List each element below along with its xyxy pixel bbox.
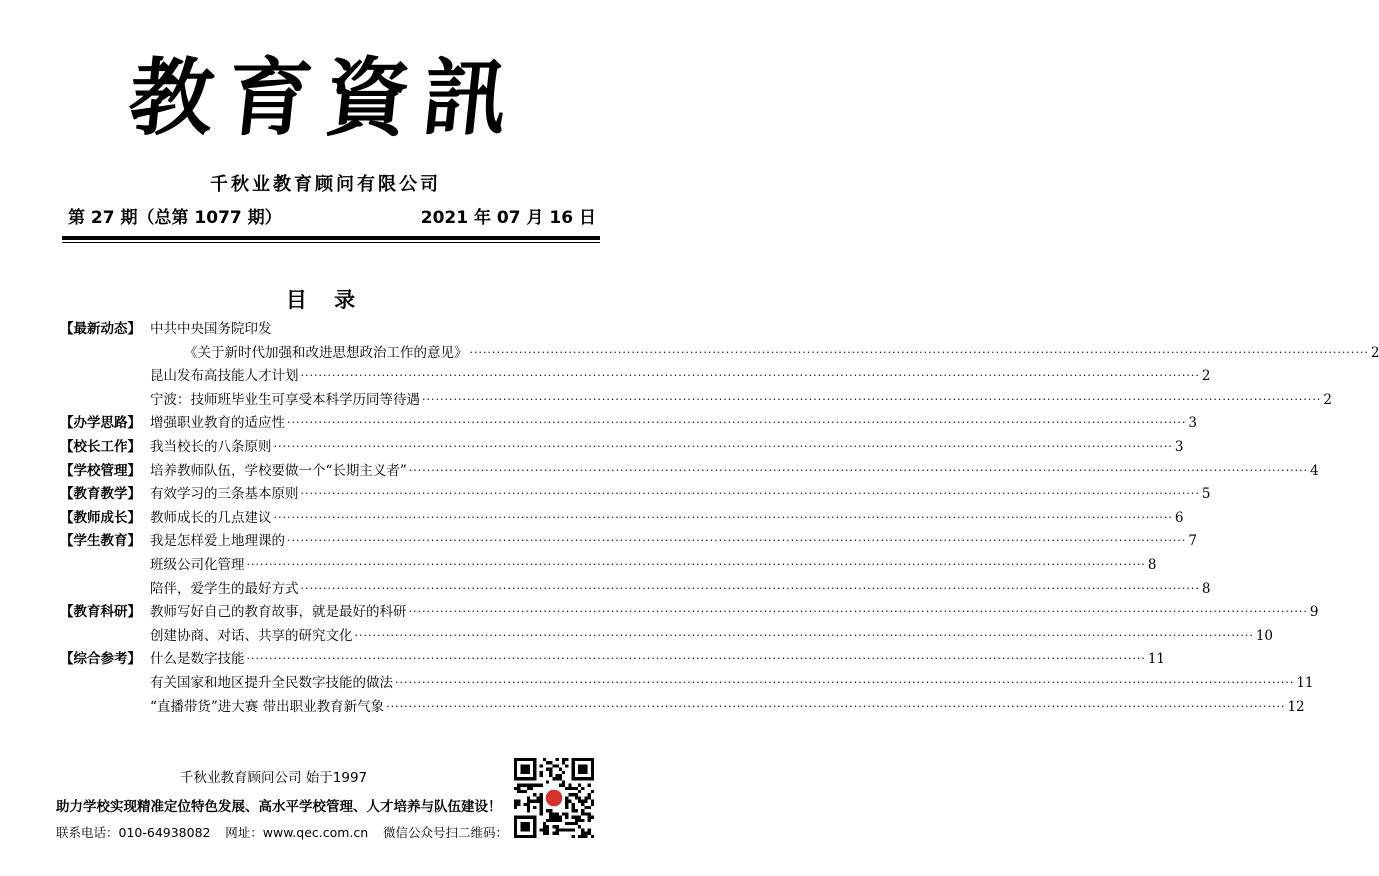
toc-entry[interactable] (150, 554, 1157, 578)
toc-page-number: 11 (1296, 674, 1314, 691)
toc-leader-dots: ········································································································································································································ (300, 487, 1200, 501)
toc-page-number: 2 (1323, 391, 1332, 408)
toc-entry[interactable] (184, 342, 1379, 366)
footer-phone: 联系电话：010-64938082 (56, 825, 211, 840)
toc-page-number: 6 (1174, 509, 1184, 526)
toc-row[interactable] (60, 648, 1166, 672)
toc-entry[interactable] (150, 530, 1197, 554)
toc-entry-title: 创建协商、对话、共享的研究文化 (150, 627, 353, 644)
toc-category: 【学校管理】 (60, 462, 141, 479)
toc-row[interactable] (60, 554, 1157, 578)
toc-row[interactable] (60, 530, 1197, 554)
toc-entry[interactable] (150, 389, 1332, 413)
toc-entry-title: 班级公司化管理 (150, 556, 245, 573)
toc-entry[interactable] (150, 601, 1319, 625)
toc-leader-dots: ········································································································································································································ (408, 605, 1308, 619)
footer-contact (56, 823, 508, 841)
company-name: 千秋业教育顾问有限公司 (210, 174, 441, 195)
toc-leader-dots: ········································································································································································································ (386, 699, 1286, 713)
toc-leader-dots: ········································································································································································································ (273, 510, 1173, 524)
toc-page-number: 10 (1255, 627, 1274, 644)
toc-category: 【校长工作】 (60, 438, 141, 455)
toc-leader-dots: ········································································································································································································ (422, 392, 1322, 406)
toc-page-number: 11 (1147, 651, 1166, 668)
toc-entry-title: 教师写好自己的教育故事，就是最好的科研 (150, 604, 407, 621)
toc-category: 【教育教学】 (60, 486, 141, 503)
toc-category: 【办学思路】 (60, 415, 141, 432)
toc-row[interactable] (60, 696, 1305, 720)
toc-leader-dots: ········································································································································································································ (287, 416, 1187, 430)
toc-entry-title: 昆山发布高技能人才计划 (150, 368, 299, 385)
toc-entry-title: 我当校长的八条原则 (150, 438, 272, 455)
footer-company-line: 千秋业教育顾问公司 始于1997 (180, 770, 368, 786)
toc-page-number: 2 (1201, 368, 1211, 385)
toc-entry-title: 什么是数字技能 (150, 651, 245, 668)
toc-row[interactable] (60, 436, 1184, 460)
qr-code-icon[interactable] (514, 758, 594, 838)
masthead-title: 教育資訊 (124, 48, 527, 147)
toc-category: 【教师成长】 (60, 509, 141, 526)
toc-entry-title: 增强职业教育的适应性 (150, 415, 285, 432)
toc-category: 【教育科研】 (60, 604, 141, 621)
toc-title: 目 录 (285, 288, 366, 312)
issue-date: 2021 年 07 月 16 日 (420, 208, 596, 228)
toc-page-number: 2 (1370, 344, 1379, 361)
toc-entry[interactable] (150, 696, 1305, 720)
toc-row[interactable] (60, 578, 1211, 602)
toc-leader-dots: ········································································································································································································ (246, 652, 1146, 666)
table-of-contents (60, 318, 1379, 719)
toc-entry[interactable] (150, 507, 1184, 531)
toc-entry-title: 《关于新时代加强和改进思想政治工作的意见》 (184, 344, 468, 361)
toc-row[interactable] (60, 672, 1314, 696)
toc-row[interactable] (60, 625, 1274, 649)
toc-entry[interactable] (150, 318, 593, 342)
toc-row[interactable] (60, 412, 1197, 436)
toc-leader-dots: ········································································································································································································ (287, 534, 1187, 548)
toc-row[interactable] (60, 342, 1379, 366)
toc-entry[interactable] (150, 483, 1211, 507)
toc-entry[interactable] (150, 460, 1319, 484)
toc-leader-dots: ········································································································································································································ (246, 557, 1146, 571)
toc-entry[interactable] (150, 625, 1274, 649)
toc-page-number: 7 (1188, 533, 1197, 550)
toc-leader-dots: ········································································································································································································ (300, 369, 1200, 383)
toc-page-number: 12 (1287, 698, 1305, 715)
toc-row[interactable] (60, 507, 1184, 531)
toc-entry-title: 教师成长的几点建议 (150, 509, 272, 526)
toc-page-number: 3 (1174, 438, 1184, 455)
toc-leader-dots: ········································································································································································································ (273, 439, 1173, 453)
toc-row[interactable] (60, 601, 1319, 625)
toc-entry-title: 宁波：技师班毕业生可享受本科学历同等待遇 (150, 391, 420, 408)
toc-leader-dots: ········································································································································································································ (354, 628, 1254, 642)
toc-page-number: 5 (1201, 486, 1211, 503)
header-rule-thin (62, 242, 600, 243)
toc-entry[interactable] (150, 672, 1314, 696)
toc-row[interactable] (60, 318, 593, 342)
header-rule-thick (62, 236, 600, 240)
toc-entry-title: 中共中央国务院印发 (150, 321, 272, 337)
toc-entry[interactable] (150, 412, 1197, 436)
toc-page-number: 8 (1201, 580, 1211, 597)
toc-entry-title: 有效学习的三条基本原则 (150, 486, 299, 503)
toc-leader-dots: ········································································································································································································ (300, 581, 1200, 595)
toc-entry[interactable] (150, 578, 1211, 602)
toc-row[interactable] (60, 460, 1319, 484)
footer-wechat: 微信公众号扫二维码： (382, 825, 508, 840)
toc-page-number: 9 (1309, 604, 1319, 621)
issue-info (68, 203, 596, 229)
toc-entry-title: 我是怎样爱上地理课的 (150, 533, 285, 550)
toc-category: 【综合参考】 (60, 651, 141, 668)
toc-entry[interactable] (150, 648, 1166, 672)
issue-number: 第 27 期（总第 1077 期） (68, 208, 282, 228)
toc-row[interactable] (60, 365, 1211, 389)
toc-entry-title: 培养教师队伍，学校要做一个“长期主义者” (150, 462, 407, 479)
toc-entry-title: “直播带货”进大赛 带出职业教育新气象 (150, 698, 385, 715)
toc-category: 【最新动态】 (60, 321, 141, 337)
toc-entry-title: 有关国家和地区提升全民数字技能的做法 (150, 674, 393, 691)
toc-row[interactable] (60, 483, 1211, 507)
toc-leader-dots: ········································································································································································································ (469, 345, 1369, 359)
footer-website[interactable]: 网址：www.qec.com.cn (225, 825, 369, 840)
toc-leader-dots: ········································································································································································································ (408, 463, 1309, 477)
toc-row[interactable] (60, 389, 1332, 413)
toc-category: 【学生教育】 (60, 533, 141, 550)
toc-page-number: 8 (1147, 556, 1157, 573)
toc-leader-dots: ········································································································································································································ (395, 675, 1295, 689)
toc-entry[interactable] (150, 436, 1184, 460)
footer-slogan: 助力学校实现精准定位特色发展、高水平学校管理、人才培养与队伍建设！ (56, 799, 502, 815)
toc-page-number: 4 (1310, 462, 1319, 479)
toc-page-number: 3 (1188, 415, 1197, 432)
toc-entry[interactable] (150, 365, 1211, 389)
toc-entry-title: 陪伴，爱学生的最好方式 (150, 580, 299, 597)
